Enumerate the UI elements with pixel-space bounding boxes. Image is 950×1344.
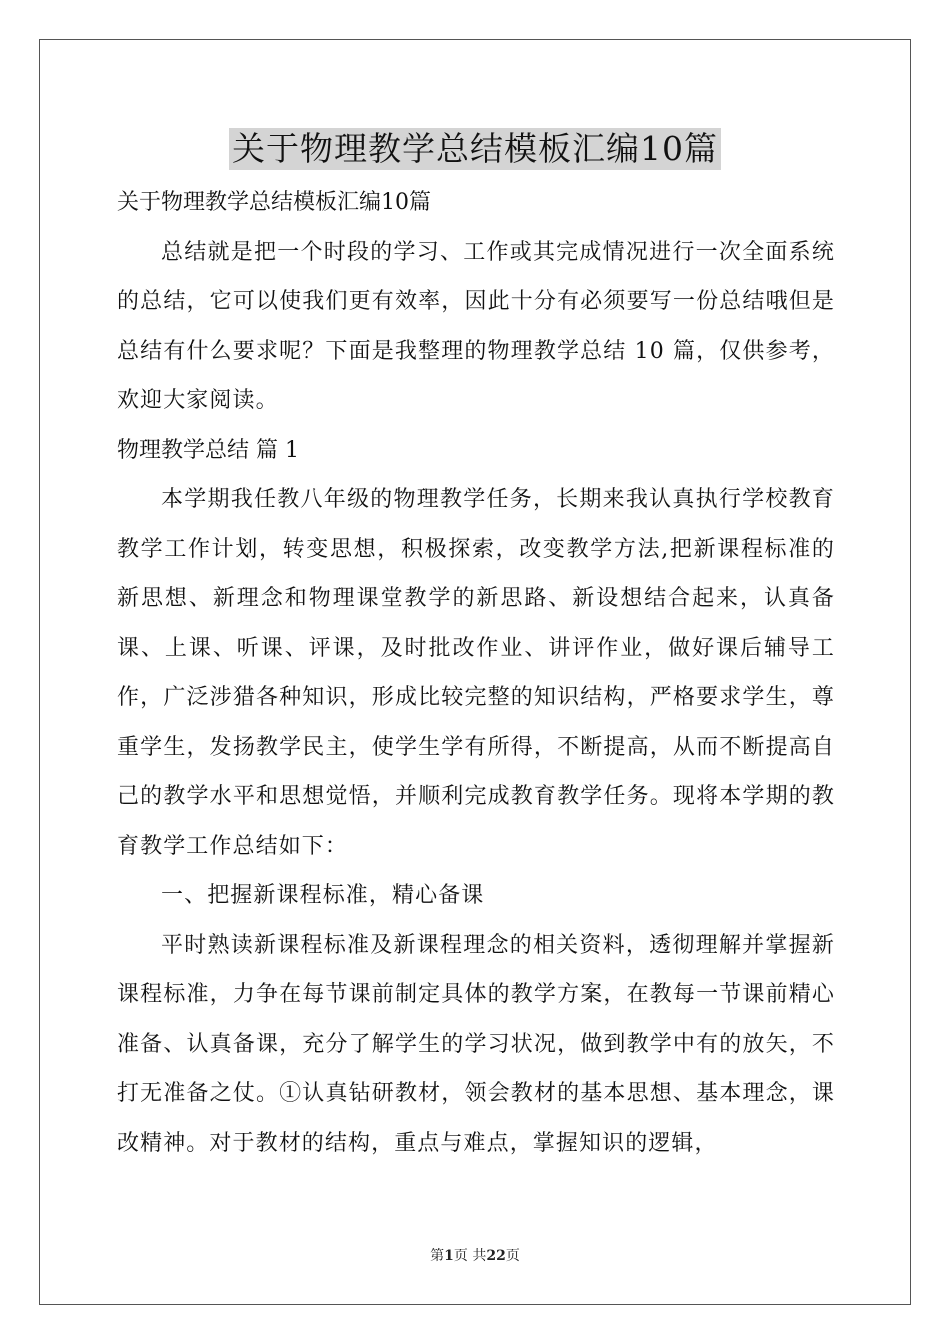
footer-page-number: 1 xyxy=(444,1248,454,1264)
body-paragraph-1: 本学期我任教八年级的物理教学任务，长期来我认真执行学校教育教学工作计划，转变思想，积极探索，改变教学方法,把新课程标准的新思想、新理念和物理课堂教学的新思路、新设想结合起来，认真备课、上课、听课、评课，及时批改作业、讲评作业，做好课后辅导工作，广泛涉猎各种知识，形成比较完整的知识结构，严格要求学生，尊重学生，发扬教学民主，使学生学有所得，不断提高，从而不断提高自己的教学水平和思想觉悟，并顺利完成教育教学任务。现将本学期的教育教学工作总结如下： xyxy=(117,487,835,859)
footer-mid: 页 共 xyxy=(453,1248,487,1264)
document-body xyxy=(117,178,835,1168)
sub-heading: 一、把握新课程标准，精心备课 xyxy=(161,883,485,908)
intro-paragraph: 总结就是把一个时段的学习、工作或其完成情况进行一次全面系统的总结，它可以使我们更有效率，因此十分有必须要写一份总结哦但是总结有什么要求呢？下面是我整理的物理教学总结 10 篇，仅供参考，欢迎大家阅读。 xyxy=(117,239,835,413)
footer-prefix: 第 xyxy=(430,1248,445,1264)
footer-total-pages: 22 xyxy=(486,1248,506,1264)
document-subtitle: 关于物理教学总结模板汇编10篇 xyxy=(117,190,431,215)
body-paragraph-2: 平时熟读新课程标准及新课程理念的相关资料，透彻理解并掌握新课程标准，力争在每节课前制定具体的教学方案，在教每一节课前精心准备、认真备课，充分了解学生的学习状况，做到教学中有的放矢，不打无准备之仗。①认真钻研教材，领会教材的基本思想、基本理念，课改精神。对于教材的结构，重点与难点，掌握知识的逻辑， xyxy=(117,932,835,1156)
page-footer xyxy=(0,1246,950,1266)
section-heading: 物理教学总结 篇 1 xyxy=(117,437,299,463)
title-wrap xyxy=(0,128,950,170)
document-title: 关于物理教学总结模板汇编10篇 xyxy=(229,128,721,170)
footer-suffix: 页 xyxy=(505,1248,520,1264)
